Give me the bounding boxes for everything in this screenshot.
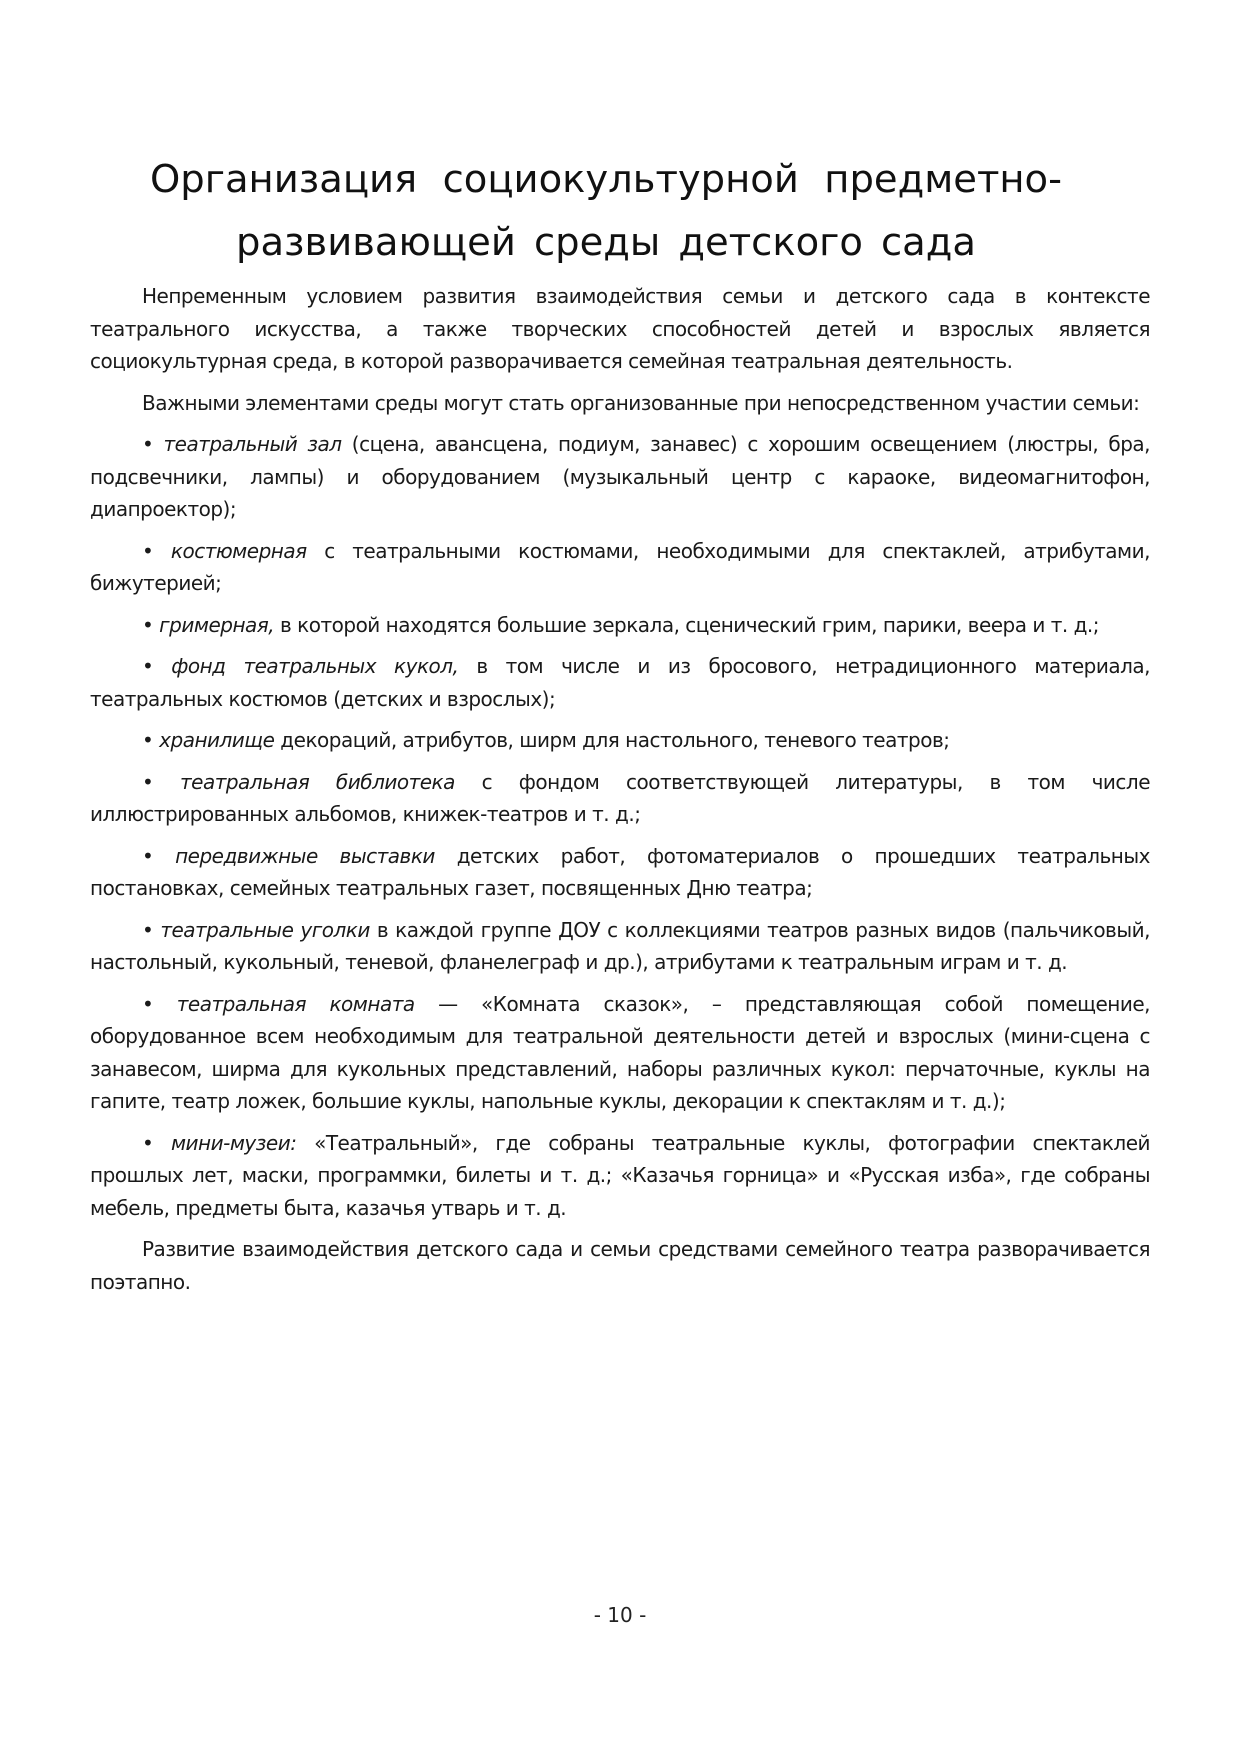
document-body xyxy=(90,280,1150,1307)
list-item-text: (сцена, авансцена, подиум, занавес) с хорошим освещением (люстры, бра, подсвечники, лампы) и оборудованием (музыкальный центр с караоке, видеомагнитофон, диапроектор); xyxy=(90,432,1151,521)
list-item-text: декораций, атрибутов, ширм для настольного, теневого театров; xyxy=(274,728,950,752)
title-line-1: Организация социокультурной предметно- xyxy=(150,157,1062,202)
list-item-text: — «Комната сказок», – представляющая собой помещение, оборудованное всем необходимым для театральной деятельности детей и взрослых (мини-сцена с занавесом, ширма для кукольных представлений, наборы различных кукол: перчаточные, куклы на гапите, театр ложек, большие куклы, напольные куклы, декорации к спектаклям и т. д.); xyxy=(90,991,1150,1113)
list-item-text: в которой находятся большие зеркала, сценический грим, парики, веера и т. д.; xyxy=(274,612,1099,637)
list-item xyxy=(90,724,1150,757)
list-item xyxy=(90,988,1150,1118)
bullet-marker: • xyxy=(142,728,154,752)
list-item-term: театральные уголки xyxy=(160,917,370,942)
list-item-term: театральная комната xyxy=(176,991,415,1016)
bullet-marker: • xyxy=(142,991,154,1016)
bullet-marker: • xyxy=(142,612,154,637)
list-item-text: детских работ, фотоматериалов о прошедших театральных постановках, семейных театральных газет, посвященных Дню театра; xyxy=(90,843,1151,900)
list-item xyxy=(90,428,1150,526)
list-item-term: хранилище xyxy=(159,728,275,752)
list-item-text: с театральными костюмами, необходимыми для спектаклей, атрибутами, бижутерией; xyxy=(90,538,1150,595)
list-item xyxy=(90,840,1150,905)
bullet-marker: • xyxy=(142,654,154,678)
lead-paragraph: Важными элементами среды могут стать организованные при непосредственном участии семьи: xyxy=(142,390,1140,415)
page-number: - 10 - xyxy=(593,1603,647,1627)
list-item-term: костюмерная xyxy=(170,538,307,563)
bullet-marker: • xyxy=(142,917,154,942)
page-title xyxy=(150,148,1062,274)
list-item-term: театральный зал xyxy=(163,432,342,456)
intro-paragraph: Непременным условием развития взаимодействия семьи и детского сада в контексте театрального искусства, а также творческих способностей детей и взрослых является социокультурная среда, в которой разворачивается семейная театральная деятельность. xyxy=(90,284,1150,373)
list-item-text: в том числе и из бросового, нетрадиционного материала, театральных костюмов (детских и взрослых); xyxy=(90,654,1150,711)
bullet-marker: • xyxy=(142,769,154,794)
title-line-2: развивающей среды детского сада xyxy=(236,220,976,265)
bullet-marker: • xyxy=(142,432,154,456)
list-item-text: в каждой группе ДОУ с коллекциями театров разных видов (пальчиковый, настольный, кукольный, теневой, фланелеграф и др.), атрибутами к театральным играм и т. д. xyxy=(90,917,1150,974)
list-item-text: с фондом соответствующей литературы, в том числе иллюстрированных альбомов, книжек-театров и т. д.; xyxy=(90,769,1150,826)
list-item-text: «Театральный», где собраны театральные куклы, фотографии спектаклей прошлых лет, маски, программки, билеты и т. д.; «Казачья горница» и «Русская изба», где собраны мебель, предметы быта, казачья утварь и т. д. xyxy=(90,1130,1150,1220)
list-item xyxy=(90,914,1150,979)
list-item xyxy=(90,535,1150,600)
list-item-term: гримерная, xyxy=(159,612,275,637)
list-item xyxy=(90,650,1150,715)
list-item-term: мини-музеи: xyxy=(170,1130,297,1155)
bullet-marker: • xyxy=(142,843,154,868)
list-item xyxy=(90,1127,1150,1225)
list-item-term: передвижные выставки xyxy=(175,843,435,868)
list-item-term: театральная библиотека xyxy=(179,769,455,794)
bullet-marker: • xyxy=(142,538,154,563)
list-item xyxy=(90,766,1150,831)
list-item-term: фонд театральных кукол, xyxy=(171,654,459,678)
list-item xyxy=(90,609,1150,642)
bullet-marker: • xyxy=(142,1130,154,1155)
conclusion-paragraph: Развитие взаимодействия детского сада и семьи средствами семейного театра разворачивается поэтапно. xyxy=(90,1237,1150,1294)
